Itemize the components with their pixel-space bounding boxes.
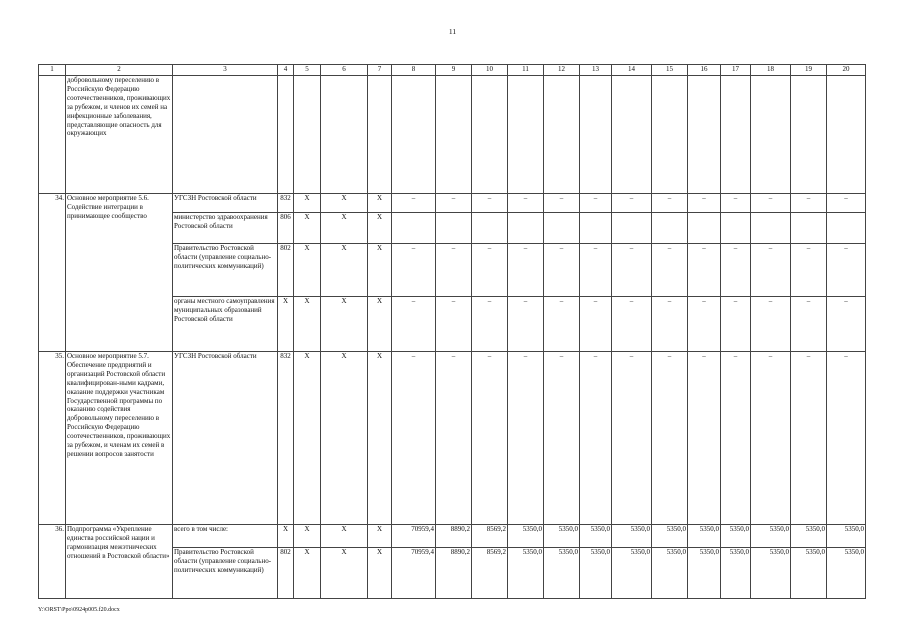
value-cell: 8569,2	[472, 525, 508, 548]
value-cell: –	[751, 194, 791, 213]
column-header: 12	[544, 65, 580, 76]
code-cell: 832	[278, 194, 294, 213]
value-cell	[652, 213, 688, 244]
code-cell: Х	[278, 525, 294, 548]
value-cell	[688, 76, 721, 194]
measure-name: добровольному переселению в Российскую Федерацию соотечественников, проживающих за рубежом, и членов их семей на инфекционные заболевания, представляющие опасность для окружающих	[66, 76, 173, 194]
value-cell	[508, 76, 544, 194]
column-header: 16	[688, 65, 721, 76]
code-cell: Х	[321, 352, 368, 525]
value-cell: –	[580, 244, 612, 297]
code-cell: Х	[321, 525, 368, 548]
code-cell: Х	[294, 194, 321, 213]
code-cell	[321, 76, 368, 194]
value-cell: –	[612, 297, 652, 352]
executor-cell: УГСЗН Ростовской области	[173, 194, 278, 213]
page-number: 11	[448, 27, 457, 36]
value-cell: 5350,0	[721, 548, 751, 599]
value-cell: –	[612, 244, 652, 297]
budget-table	[38, 64, 866, 599]
code-cell: Х	[368, 525, 392, 548]
value-cell	[472, 76, 508, 194]
code-cell	[294, 76, 321, 194]
measure-name: Основное мероприятие 5.6. Содействие интеграции в принимающее сообщество	[66, 194, 173, 352]
code-cell: Х	[294, 352, 321, 525]
column-header: 6	[321, 65, 368, 76]
value-cell: –	[612, 352, 652, 525]
value-cell: –	[751, 352, 791, 525]
value-cell	[827, 213, 866, 244]
value-cell	[688, 213, 721, 244]
table-row	[39, 525, 866, 548]
column-header: 15	[652, 65, 688, 76]
value-cell: –	[688, 297, 721, 352]
value-cell: –	[791, 297, 827, 352]
executor-cell: УГСЗН Ростовской области	[173, 352, 278, 525]
table-row	[39, 194, 866, 213]
value-cell	[652, 76, 688, 194]
executor-cell: всего в том числе:	[173, 525, 278, 548]
value-cell: –	[544, 244, 580, 297]
column-header: 10	[472, 65, 508, 76]
value-cell: 5350,0	[580, 525, 612, 548]
value-cell: –	[392, 194, 436, 213]
value-cell: –	[652, 352, 688, 525]
value-cell: –	[751, 244, 791, 297]
value-cell	[472, 213, 508, 244]
value-cell: 5350,0	[827, 548, 866, 599]
value-cell: 5350,0	[652, 548, 688, 599]
value-cell: –	[688, 194, 721, 213]
column-header: 2	[66, 65, 173, 76]
executor-cell	[173, 76, 278, 194]
code-cell: Х	[368, 194, 392, 213]
code-cell	[368, 76, 392, 194]
value-cell: –	[721, 244, 751, 297]
column-header: 19	[791, 65, 827, 76]
code-cell: 802	[278, 244, 294, 297]
value-cell: –	[791, 194, 827, 213]
value-cell: –	[580, 194, 612, 213]
executor-cell: Правительство Ростовской области (управление социально-политических коммуникаций)	[173, 548, 278, 599]
row-number: 36.	[39, 525, 66, 599]
value-cell: 5350,0	[721, 525, 751, 548]
measure-name: Основное мероприятие 5.7. Обеспечение предприятий и организаций Ростовской области квалифицирован-ными кадрами, оказание поддержки участникам Государственной программы по оказанию содействия добровольному переселению в Российскую Федерацию соотечественников, проживающих за рубежом, и членам их семей в решении вопросов занятости	[66, 352, 173, 525]
code-cell: Х	[321, 213, 368, 244]
value-cell	[392, 76, 436, 194]
value-cell: –	[508, 194, 544, 213]
value-cell: –	[508, 244, 544, 297]
value-cell	[508, 213, 544, 244]
row-number	[39, 76, 66, 194]
code-cell: Х	[294, 525, 321, 548]
table-row	[39, 76, 866, 194]
file-path-footer: Y:\ORST\Ppo\0924p005.f20.docx	[38, 607, 120, 613]
value-cell: –	[580, 352, 612, 525]
value-cell: 5350,0	[751, 525, 791, 548]
column-header: 1	[39, 65, 66, 76]
value-cell: 5350,0	[791, 548, 827, 599]
column-header: 9	[436, 65, 472, 76]
code-cell: Х	[294, 213, 321, 244]
value-cell: –	[580, 297, 612, 352]
value-cell	[721, 76, 751, 194]
value-cell: –	[544, 194, 580, 213]
value-cell: –	[472, 194, 508, 213]
value-cell: 5350,0	[544, 548, 580, 599]
value-cell	[580, 76, 612, 194]
value-cell: –	[436, 297, 472, 352]
value-cell: –	[652, 297, 688, 352]
value-cell: 5350,0	[544, 525, 580, 548]
column-header: 7	[368, 65, 392, 76]
value-cell: –	[688, 352, 721, 525]
value-cell: –	[827, 297, 866, 352]
column-header: 5	[294, 65, 321, 76]
value-cell: 5350,0	[508, 548, 544, 599]
column-header: 11	[508, 65, 544, 76]
value-cell: –	[508, 297, 544, 352]
code-cell: Х	[368, 244, 392, 297]
value-cell: 70959,4	[392, 548, 436, 599]
value-cell: –	[721, 297, 751, 352]
value-cell: –	[508, 352, 544, 525]
value-cell: –	[827, 194, 866, 213]
code-cell: 832	[278, 352, 294, 525]
value-cell: –	[436, 194, 472, 213]
code-cell: Х	[321, 194, 368, 213]
value-cell: –	[436, 352, 472, 525]
value-cell: 5350,0	[688, 548, 721, 599]
value-cell: –	[544, 352, 580, 525]
column-header: 4	[278, 65, 294, 76]
value-cell	[791, 76, 827, 194]
executor-cell: органы местного самоуправления муниципальных образований Ростовской области	[173, 297, 278, 352]
code-cell: Х	[294, 244, 321, 297]
value-cell: 5350,0	[827, 525, 866, 548]
value-cell: 8569,2	[472, 548, 508, 599]
value-cell: 5350,0	[688, 525, 721, 548]
code-cell: Х	[368, 297, 392, 352]
value-cell	[791, 213, 827, 244]
code-cell: Х	[294, 297, 321, 352]
value-cell: 5350,0	[612, 525, 652, 548]
value-cell: –	[827, 244, 866, 297]
column-header: 18	[751, 65, 791, 76]
row-number: 34.	[39, 194, 66, 352]
code-cell: Х	[321, 297, 368, 352]
measure-name: Подпрограмма «Укрепление единства российской нации и гармонизация межэтнических отношений в Ростовской области»	[66, 525, 173, 599]
value-cell: –	[392, 244, 436, 297]
value-cell: 70959,4	[392, 525, 436, 548]
value-cell	[751, 213, 791, 244]
value-cell	[544, 76, 580, 194]
value-cell: 8890,2	[436, 525, 472, 548]
value-cell	[612, 213, 652, 244]
executor-cell: министерство здравоохранения Ростовской области	[173, 213, 278, 244]
table-row	[39, 352, 866, 525]
value-cell: –	[688, 244, 721, 297]
executor-cell: Правительство Ростовской области (управление социально-политических коммуникаций)	[173, 244, 278, 297]
code-cell	[278, 76, 294, 194]
code-cell: Х	[368, 213, 392, 244]
code-cell: Х	[321, 244, 368, 297]
column-header: 20	[827, 65, 866, 76]
value-cell: 5350,0	[508, 525, 544, 548]
value-cell: 5350,0	[652, 525, 688, 548]
column-header: 8	[392, 65, 436, 76]
column-header: 17	[721, 65, 751, 76]
value-cell	[436, 213, 472, 244]
header-row	[39, 65, 866, 76]
value-cell	[392, 213, 436, 244]
value-cell: –	[721, 352, 751, 525]
value-cell: –	[721, 194, 751, 213]
value-cell: –	[472, 352, 508, 525]
value-cell	[827, 76, 866, 194]
code-cell: Х	[294, 548, 321, 599]
value-cell: –	[652, 194, 688, 213]
value-cell: –	[472, 244, 508, 297]
column-header: 3	[173, 65, 278, 76]
column-header: 13	[580, 65, 612, 76]
code-cell: Х	[321, 548, 368, 599]
value-cell: 5350,0	[580, 548, 612, 599]
value-cell	[721, 213, 751, 244]
value-cell	[612, 76, 652, 194]
value-cell: –	[472, 297, 508, 352]
value-cell: 5350,0	[751, 548, 791, 599]
value-cell: –	[791, 244, 827, 297]
value-cell	[580, 213, 612, 244]
code-cell: Х	[368, 352, 392, 525]
value-cell: 8890,2	[436, 548, 472, 599]
value-cell: –	[392, 297, 436, 352]
value-cell	[436, 76, 472, 194]
value-cell: –	[612, 194, 652, 213]
value-cell: –	[751, 297, 791, 352]
row-number: 35.	[39, 352, 66, 525]
value-cell	[751, 76, 791, 194]
code-cell: Х	[278, 297, 294, 352]
code-cell: 802	[278, 548, 294, 599]
value-cell: –	[436, 244, 472, 297]
value-cell	[544, 213, 580, 244]
value-cell: –	[827, 352, 866, 525]
code-cell: 806	[278, 213, 294, 244]
value-cell: –	[791, 352, 827, 525]
value-cell: –	[652, 244, 688, 297]
column-header: 14	[612, 65, 652, 76]
value-cell: –	[544, 297, 580, 352]
value-cell: 5350,0	[791, 525, 827, 548]
value-cell: –	[392, 352, 436, 525]
code-cell: Х	[368, 548, 392, 599]
value-cell: 5350,0	[612, 548, 652, 599]
